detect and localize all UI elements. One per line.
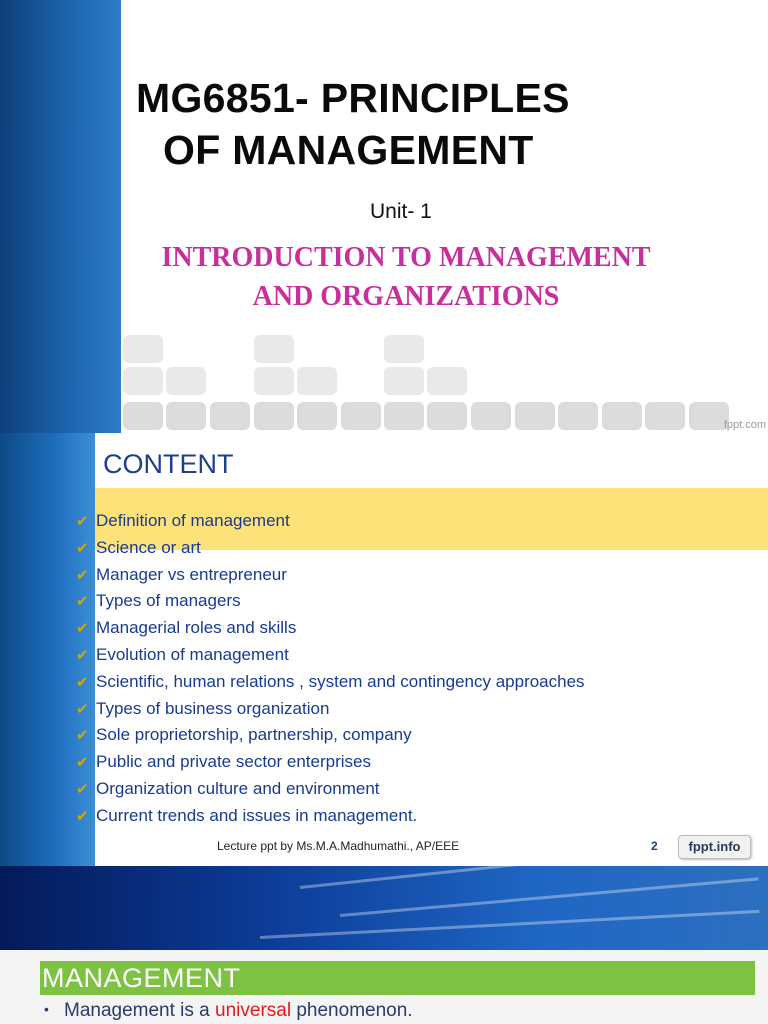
checkmark-icon: ✔ (76, 538, 89, 557)
decor-block (515, 402, 555, 430)
list-item (74, 749, 585, 776)
checkmark-icon: ✔ (76, 699, 89, 718)
list-item-label: Current trends and issues in management. (96, 805, 418, 825)
bullet-highlight: universal (215, 1000, 292, 1021)
decorative-blocks (121, 333, 768, 433)
list-item (74, 803, 585, 830)
fppt-logo: fppt.info (678, 835, 751, 859)
checkmark-icon: ✔ (76, 672, 89, 691)
header-banner (0, 866, 768, 950)
checkmark-icon: ✔ (76, 753, 89, 772)
decor-block (297, 367, 337, 395)
list-item (74, 562, 585, 589)
decor-block (123, 402, 163, 430)
course-title (136, 72, 756, 176)
list-item (74, 776, 585, 803)
slide-footer: Lecture ppt by Ms.M.A.Madhumathi., AP/EEE (217, 839, 460, 853)
list-item-label: Types of business organization (96, 698, 330, 718)
decor-block (384, 335, 424, 363)
unit-subtitle (121, 238, 691, 316)
checkmark-icon: ✔ (76, 512, 89, 530)
decor-block (254, 367, 294, 395)
slide-content (0, 433, 768, 866)
list-item-label: Evolution of management (96, 644, 289, 664)
slide-management (0, 866, 768, 1024)
list-item (74, 615, 585, 642)
bullet-dot-icon: • (44, 1001, 49, 1017)
decor-block (602, 402, 642, 430)
decor-block (384, 367, 424, 395)
list-item-label: Science or art (96, 537, 201, 557)
decor-block (254, 335, 294, 363)
unit-subtitle-line1: INTRODUCTION TO MANAGEMENT (161, 242, 651, 273)
list-item (74, 588, 585, 615)
checkmark-icon: ✔ (76, 806, 89, 825)
decor-block (123, 335, 163, 363)
list-item-label: Types of managers (96, 591, 241, 611)
list-item (74, 508, 585, 535)
content-list (74, 508, 585, 830)
list-item (74, 722, 585, 749)
content-heading: CONTENT (103, 449, 234, 479)
list-item-label: Organization culture and environment (96, 778, 380, 798)
checkmark-icon: ✔ (76, 592, 89, 611)
list-item-label: Manager vs entrepreneur (96, 564, 287, 584)
bullet-text-before: Management is a (64, 1000, 216, 1021)
list-item-label: Public and private sector enterprises (96, 752, 371, 772)
decor-streak (300, 866, 678, 889)
decor-block (341, 402, 381, 430)
decor-block (166, 367, 206, 395)
decor-block (166, 402, 206, 430)
list-item (74, 696, 585, 723)
decor-block (427, 402, 467, 430)
fppt-watermark: fppt.com (723, 419, 766, 431)
checkmark-icon: ✔ (76, 619, 89, 638)
list-item-label: Sole proprietorship, partnership, company (96, 725, 412, 745)
list-item (74, 669, 585, 696)
decor-block (210, 402, 250, 430)
course-title-line1: MG6851- PRINCIPLES (136, 75, 570, 121)
list-item-label: Scientific, human relations , system and contingency approaches (96, 671, 585, 691)
slide-left-bar (0, 0, 121, 433)
checkmark-icon: ✔ (76, 565, 89, 584)
decor-block (645, 402, 685, 430)
slide-title (0, 0, 768, 433)
checkmark-icon: ✔ (76, 645, 89, 664)
bullet-item (44, 1000, 413, 1022)
checkmark-icon: ✔ (76, 779, 89, 798)
bullet-text-after: phenomenon. (291, 1000, 413, 1021)
page-number: 2 (651, 839, 658, 853)
decor-streak (260, 910, 759, 939)
list-item-label: Definition of management (96, 511, 290, 530)
unit-label: Unit- 1 (370, 200, 432, 223)
list-item-label: Managerial roles and skills (96, 618, 297, 638)
decor-block (427, 367, 467, 395)
management-heading (40, 961, 755, 995)
decor-block (558, 402, 598, 430)
decor-block (384, 402, 424, 430)
decor-block (254, 402, 294, 430)
course-title-line2: OF MANAGEMENT (163, 127, 534, 173)
list-item (74, 642, 585, 669)
decor-block (123, 367, 163, 395)
decor-block (297, 402, 337, 430)
management-heading-text: MANAGEMENT (42, 963, 241, 993)
decor-streak (340, 877, 759, 917)
list-item (74, 535, 585, 562)
checkmark-icon: ✔ (76, 726, 89, 745)
unit-subtitle-line2: AND ORGANIZATIONS (252, 281, 560, 312)
decor-block (471, 402, 511, 430)
